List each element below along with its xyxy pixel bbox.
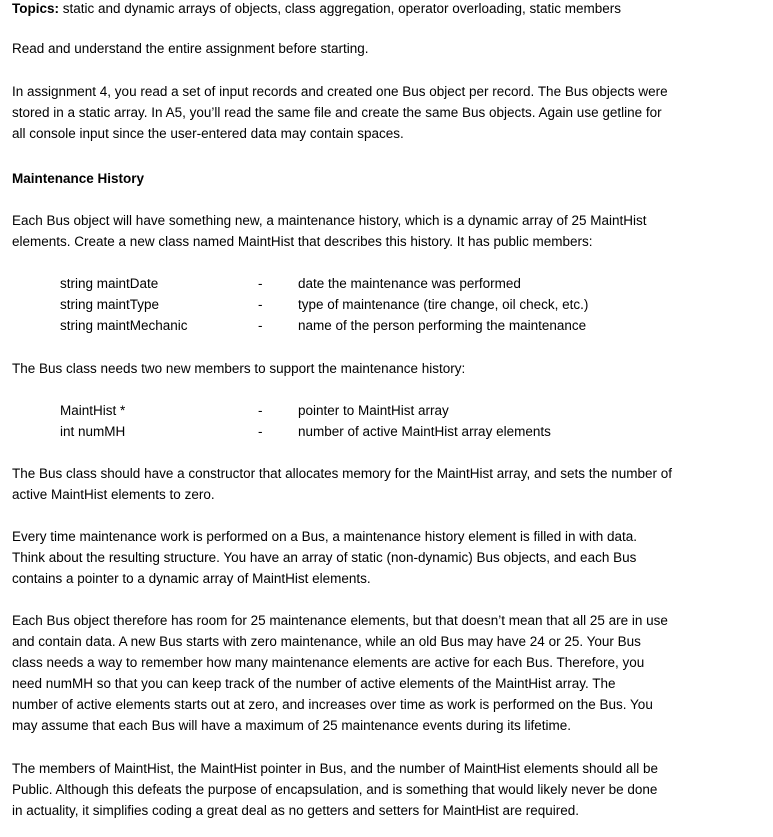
para1-line3: all console input since the user-entered data may contain spaces.: [12, 126, 404, 141]
intro-text: Read and understand the entire assignment before starting.: [12, 41, 369, 56]
topics-line: [12, 0, 621, 19]
mainthist-member-row: [60, 273, 680, 294]
para5-line1: Every time maintenance work is performed on a Bus, a maintenance history element is filled in with data.: [12, 529, 638, 544]
member-dash: -: [258, 318, 263, 333]
para5-line2: Think about the resulting structure. You have an array of static (non-dynamic) Bus objects, and each Bus: [12, 550, 637, 565]
member-desc: date the maintenance was performed: [298, 276, 521, 291]
para4-line1: The Bus class should have a constructor that allocates memory for the MaintHist array, and sets the number of: [12, 466, 673, 481]
para5-line3: contains a pointer to a dynamic array of MaintHist elements.: [12, 571, 371, 586]
member-desc: number of active MaintHist array elements: [298, 424, 551, 439]
member-decl: string maintDate: [60, 276, 159, 291]
member-desc: pointer to MaintHist array: [298, 403, 449, 418]
bus-member-row: [60, 421, 680, 442]
para2-line1: Each Bus object will have something new, a maintenance history, which is a dynamic array of 25 MaintHist: [12, 213, 647, 228]
para7-line1: The members of MaintHist, the MaintHist pointer in Bus, and the number of MaintHist elements should all be: [12, 761, 659, 776]
member-desc: name of the person performing the maintenance: [298, 318, 587, 333]
para6-line4: need numMH so that you can keep track of the number of active elements of the MaintHist array. The: [12, 676, 616, 691]
topics-text: static and dynamic arrays of objects, class aggregation, operator overloading, static members: [59, 1, 622, 16]
para4-line2: active MaintHist elements to zero.: [12, 487, 215, 502]
bus-member-row: [60, 400, 680, 421]
para6-line5: number of active elements starts out at zero, and increases over time as work is performed on the Bus. You: [12, 697, 653, 712]
mainthist-member-row: [60, 315, 680, 336]
member-decl: MaintHist *: [60, 403, 126, 418]
member-dash: -: [258, 403, 263, 418]
para3: The Bus class needs two new members to support the maintenance history:: [12, 361, 466, 376]
section-heading: Maintenance History: [12, 171, 145, 186]
para1-line1: In assignment 4, you read a set of input records and created one Bus object per record. The Bus objects were: [12, 84, 668, 99]
para6-line2: and contain data. A new Bus starts with zero maintenance, while an old Bus may have 24 or 25. Your Bus: [12, 634, 641, 649]
member-decl: string maintType: [60, 297, 160, 312]
member-dash: -: [258, 424, 263, 439]
para6-line6: may assume that each Bus will have a maximum of 25 maintenance events during its lifetime.: [12, 718, 572, 733]
para6-line3: class needs a way to remember how many maintenance elements are active for each Bus. Therefore, you: [12, 655, 645, 670]
member-desc: type of maintenance (tire change, oil check, etc.): [298, 297, 589, 312]
para6-line1: Each Bus object therefore has room for 25 maintenance elements, but that doesn’t mean that all 25 are in use: [12, 613, 668, 628]
topics-label: Topics:: [12, 1, 59, 16]
member-decl: int numMH: [60, 424, 126, 439]
para7-line2: Public. Although this defeats the purpose of encapsulation, and is something that would likely never be done: [12, 782, 658, 797]
mainthist-member-row: [60, 294, 680, 315]
member-decl: string maintMechanic: [60, 318, 188, 333]
member-dash: -: [258, 297, 263, 312]
para2-line2: elements. Create a new class named MaintHist that describes this history. It has public members:: [12, 234, 593, 249]
member-dash: -: [258, 276, 263, 291]
para1-line2: stored in a static array. In A5, you’ll read the same file and create the same Bus objects. Again use getline for: [12, 105, 662, 120]
para7-line3: in actuality, it simplifies coding a great deal as no getters and setters for MaintHist are required.: [12, 803, 580, 818]
